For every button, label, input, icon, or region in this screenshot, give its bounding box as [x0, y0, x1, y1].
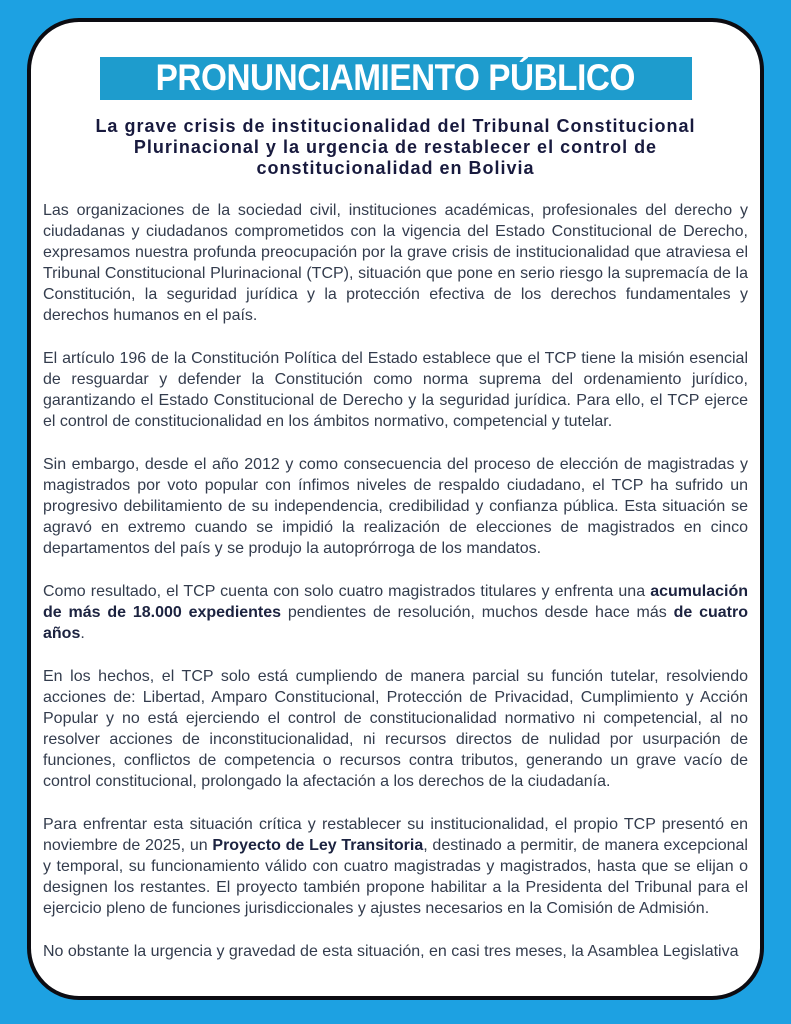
bold-text: acumulación de más de 18.000 expedientes — [43, 583, 748, 621]
text: Como resultado, el TCP cuenta con solo cuatro magistrados titulares y enfrenta una — [43, 583, 651, 600]
text: Para enfrentar esta situación crítica y restablecer su institucionalidad, el propio TCP presentó en noviembre de 2025, un — [43, 816, 748, 854]
title-banner — [100, 57, 692, 100]
bold-text: Proyecto de Ley Transitoria — [212, 837, 424, 854]
paragraph — [43, 454, 748, 559]
paragraph — [43, 348, 748, 432]
document-card — [27, 18, 764, 1000]
paragraph — [43, 200, 748, 326]
paragraph — [43, 941, 748, 962]
text: En los hechos, el TCP solo está cumpliendo de manera parcial su función tutelar, resolviendo acciones de: Libertad, Amparo Constitucional, Protección de Privacidad, Cumplimiento y Acción Popular y no está ejerciendo el control de constitucionalidad normativo ni competencial, al no resolver acciones de inconstitucionalidad, ni recursos directos de nulidad por usurpación de funciones, conflictos de competencia o recursos contra tributos, generando un grave vacío de control constitucional, prolongado la afectación a los derechos de la ciudadanía. — [43, 668, 748, 790]
document-title: PRONUNCIAMIENTO PÚBLICO — [155, 56, 636, 98]
text: . — [80, 625, 85, 642]
text: Las organizaciones de la sociedad civil, instituciones académicas, profesionales del derecho y ciudadanas y ciudadanos comprometidos con la vigencia del Estado Constitucional de Derecho, expresamos nuestra profunda preocupación por la grave crisis de institucionalidad que atraviesa el Tribunal Constitucional Plurinacional (TCP), situación que pone en serio riesgo la supremacía de la Constitución, la seguridad jurídica y la protección efectiva de los derechos fundamentales y derechos humanos en el país. — [43, 202, 748, 324]
text: , destinado a permitir, de manera excepcional y temporal, su funcionamiento válido con cuatro magistradas y magistrados, hasta que se elijan o designen los restantes. El proyecto también propone habilitar a la Presidenta del Tribunal para el ejercicio pleno de funciones jurisdiccionales y ajustes necesarios en la Comisión de Admisión. — [43, 837, 748, 917]
text: pendientes de resolución, muchos desde hace más — [281, 604, 674, 621]
paragraph — [43, 666, 748, 792]
bold-text: de cuatro años — [43, 604, 748, 642]
paragraphs — [43, 200, 748, 962]
text: No obstante la urgencia y gravedad de esta situación, en casi tres meses, la Asamblea Legislativa — [43, 943, 739, 960]
text: El artículo 196 de la Constitución Política del Estado establece que el TCP tiene la misión esencial de resguardar y defender la Constitución como norma suprema del ordenamiento jurídico, garantizando el Estado Constitucional de Derecho y la seguridad jurídica. Para ello, el TCP ejerce el control de constitucionalidad en los ámbitos normativo, competencial y tutelar. — [43, 350, 748, 430]
paragraph — [43, 581, 748, 644]
text: Sin embargo, desde el año 2012 y como consecuencia del proceso de elección de magistradas y magistrados por voto popular con ínfimos niveles de respaldo ciudadano, el TCP ha sufrido un progresivo debilitamiento de su independencia, credibilidad y confianza pública. Esta situación se agravó en extremo cuando se impidió la realización de elecciones de magistrados en cinco departamentos del país y se produjo la autoprórroga de los mandatos. — [43, 456, 748, 557]
document-subtitle: La grave crisis de institucionalidad del Tribunal Constitucional Plurinacional y la urgencia de restablecer el control de constitucionalidad en Bolivia — [95, 116, 696, 178]
paragraph — [43, 814, 748, 919]
